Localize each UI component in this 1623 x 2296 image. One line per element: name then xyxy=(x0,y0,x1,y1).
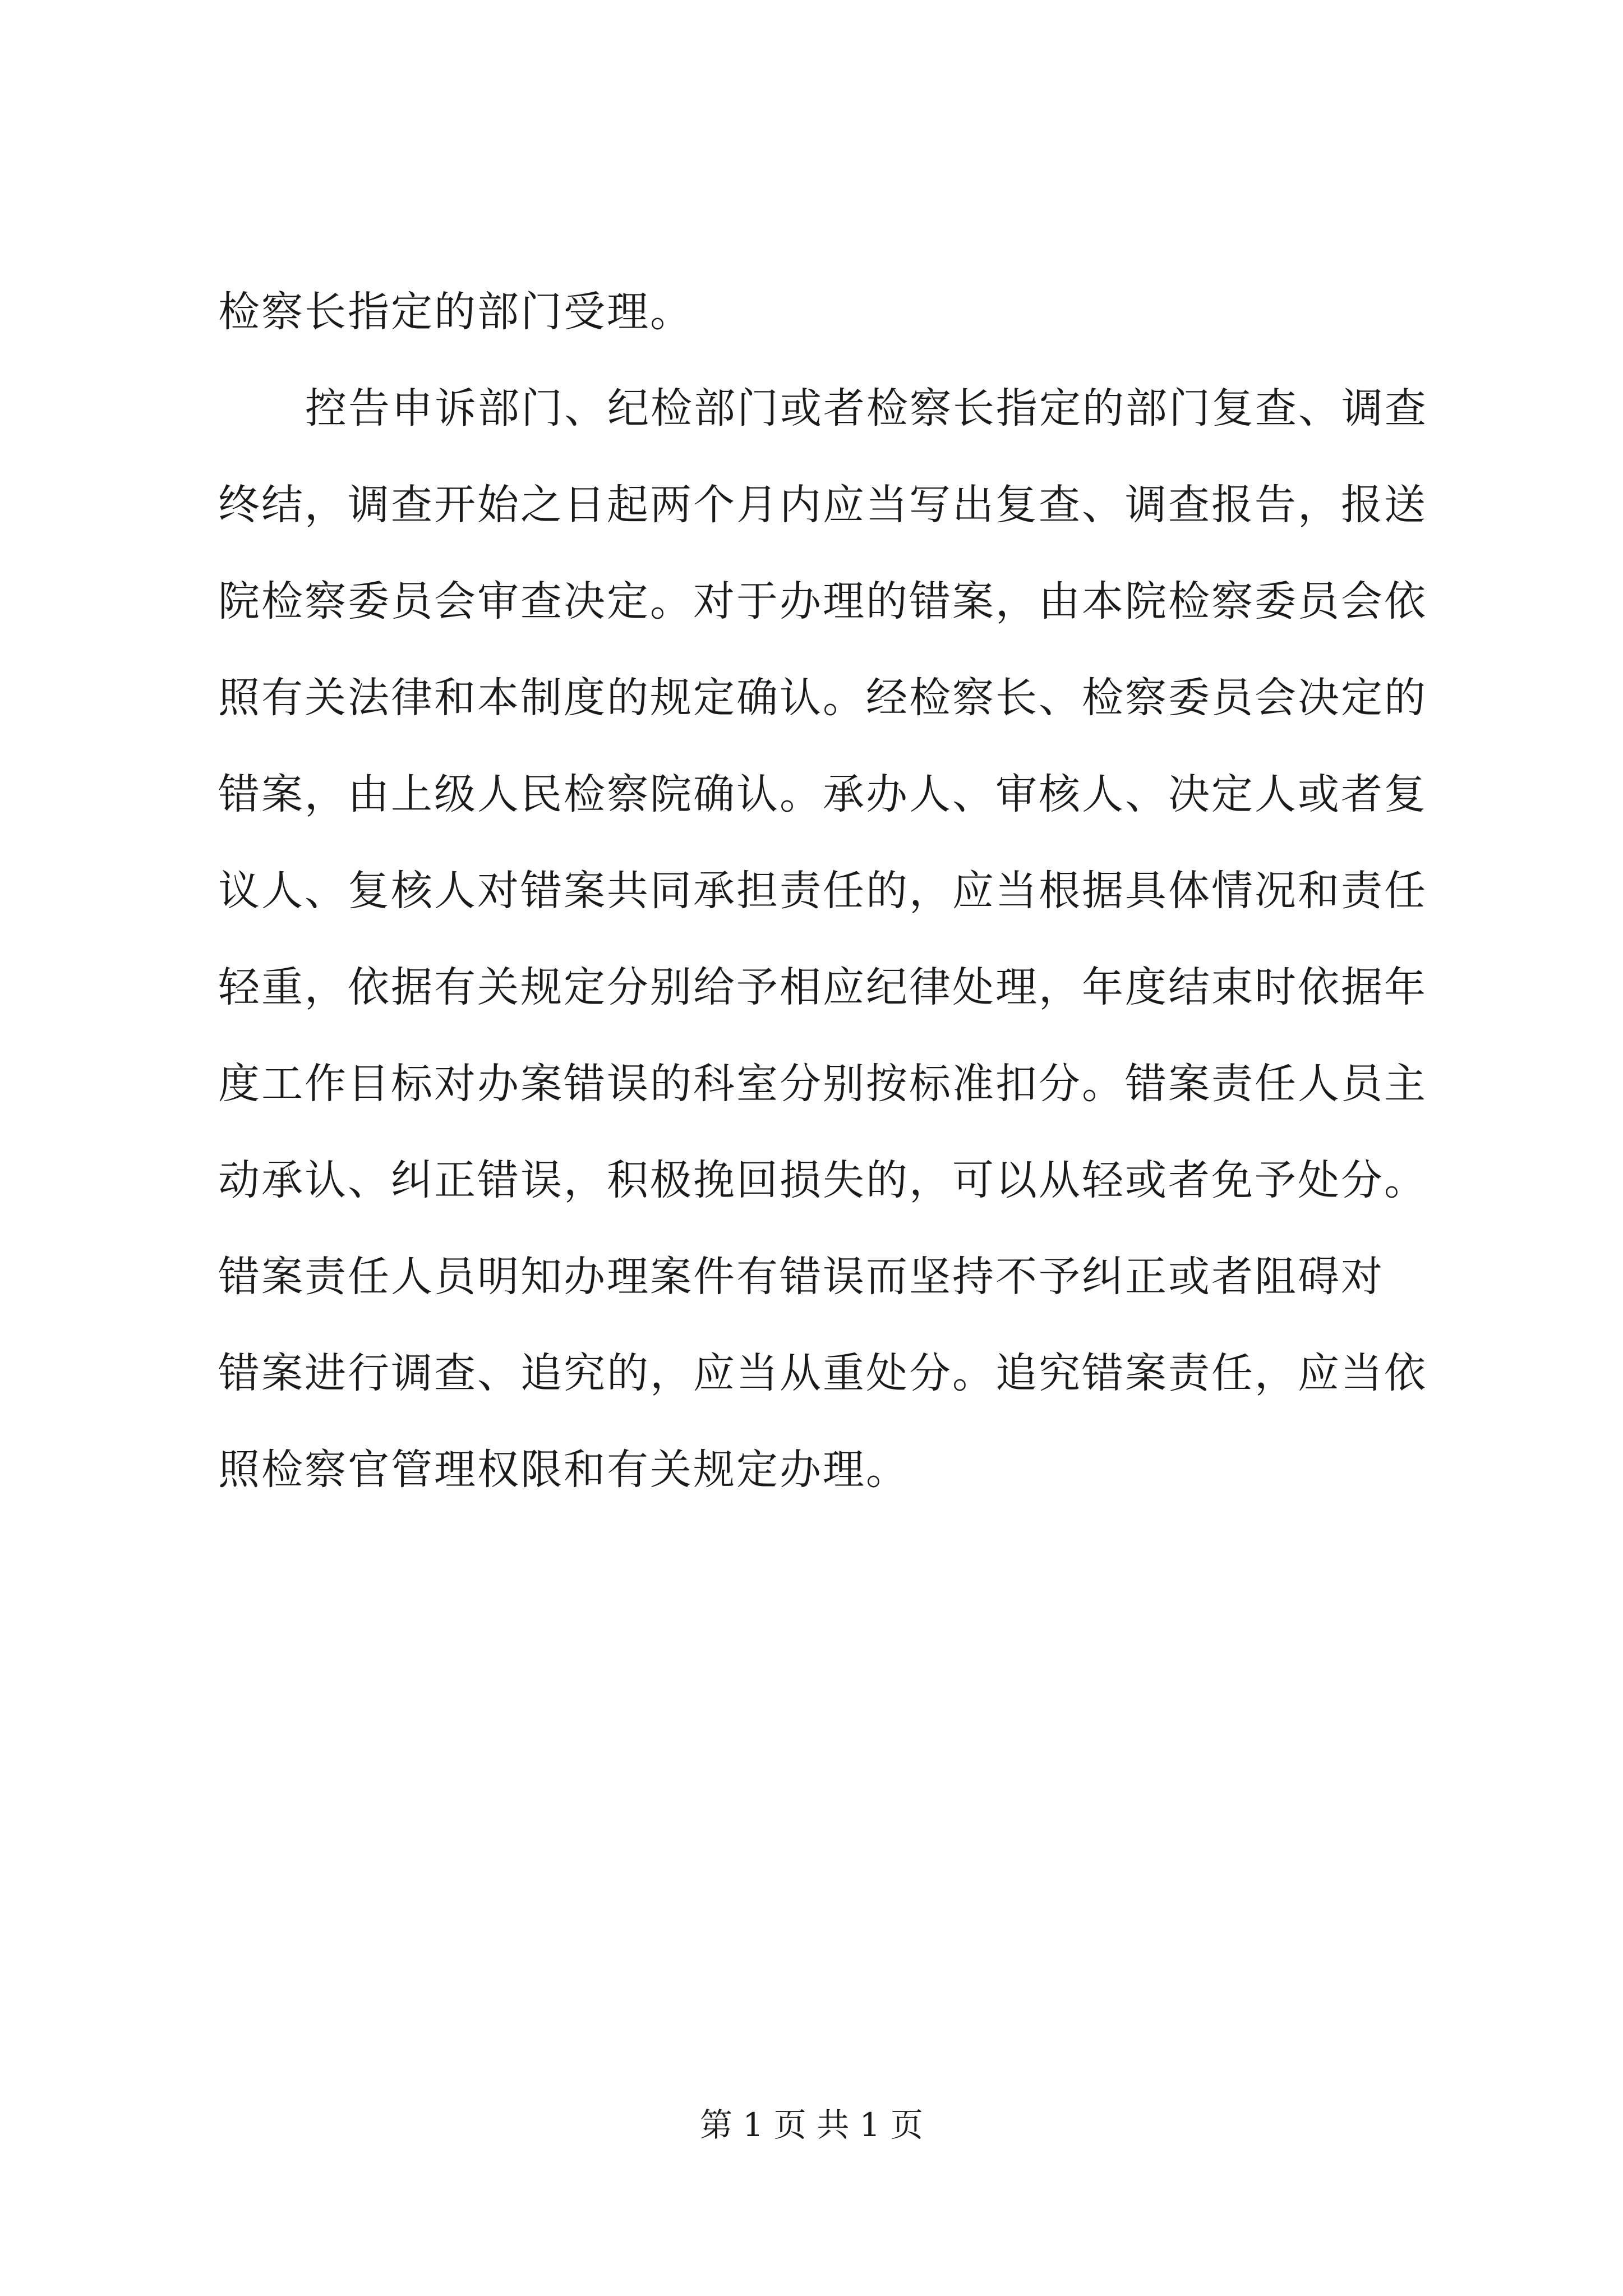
text-line: 错案，由上级人民检察院确认。承办人、审核人、决定人或者复 xyxy=(218,770,1427,818)
text-line: 终结，调查开始之日起两个月内应当写出复查、调查报告，报送 xyxy=(218,481,1427,529)
body-text xyxy=(218,264,1428,1518)
text-line: 度工作目标对办案错误的科室分别按标准扣分。错案责任人员主 xyxy=(218,1060,1427,1108)
text-line: 检察长指定的部门受理。 xyxy=(218,288,693,336)
text-line: 错案责任人员明知办理案件有错误而坚持不予纠正或者阻碍对 xyxy=(218,1253,1384,1301)
paragraph-first-line: 控告申诉部门、纪检部门或者检察长指定的部门复查、调查 xyxy=(305,384,1428,432)
text-line: 轻重，依据有关规定分别给予相应纪律处理，年度结束时依据年 xyxy=(218,963,1427,1011)
text-line: 照有关法律和本制度的规定确认。经检察长、检察委员会决定的 xyxy=(218,674,1427,722)
text-line: 动承认、纠正错误，积极挽回损失的，可以从轻或者免予处分。 xyxy=(218,1156,1427,1204)
text-line: 议人、复核人对错案共同承担责任的，应当根据具体情况和责任 xyxy=(218,867,1427,915)
text-line: 照检察官管理权限和有关规定办理。 xyxy=(218,1446,909,1494)
page-number-footer: 第 1 页 共 1 页 xyxy=(700,2106,923,2144)
text-line: 院检察委员会审查决定。对于办理的错案，由本院检察委员会依 xyxy=(218,577,1427,625)
text-line: 错案进行调查、追究的，应当从重处分。追究错案责任，应当依 xyxy=(218,1349,1427,1397)
